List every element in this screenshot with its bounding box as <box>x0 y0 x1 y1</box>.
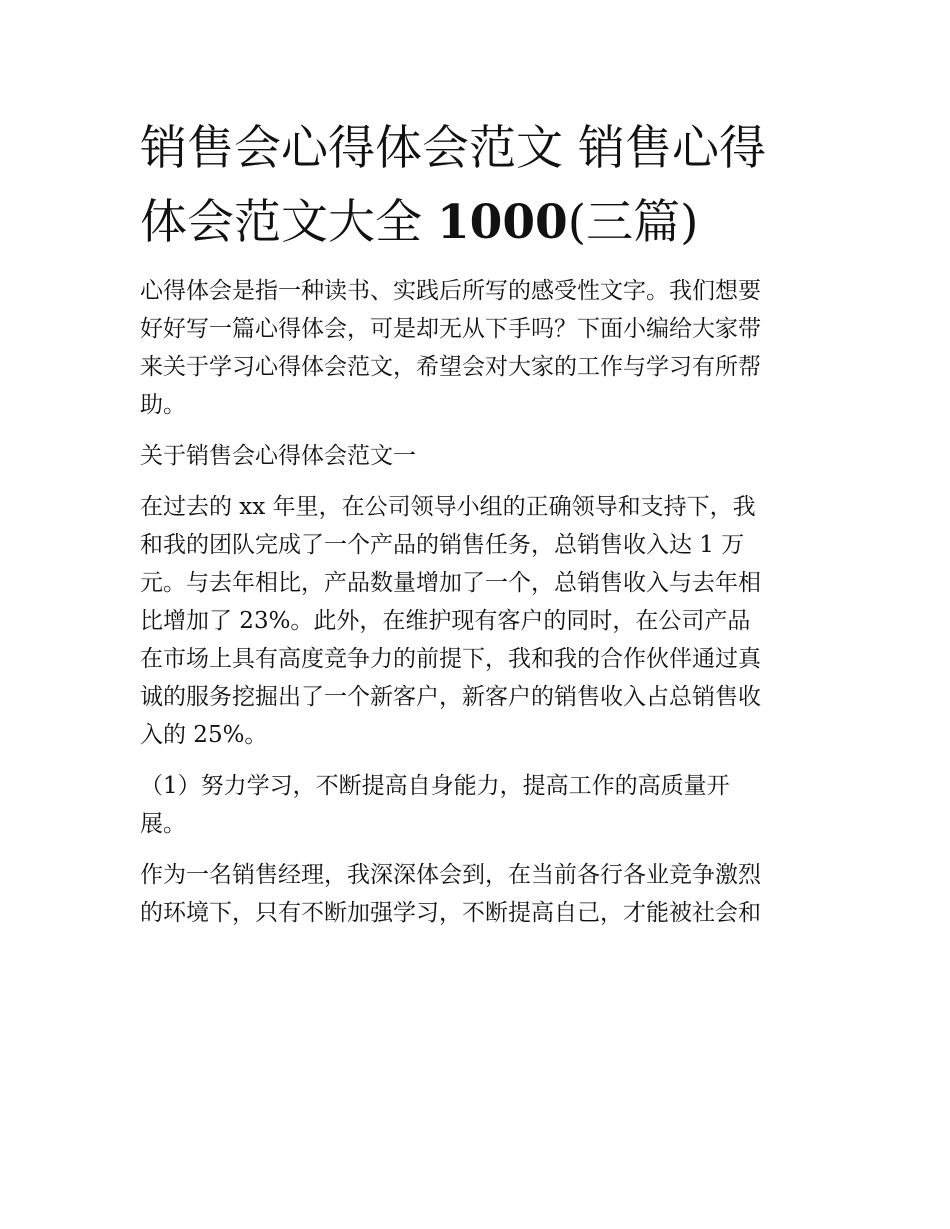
title-number: 1000 <box>436 195 568 250</box>
title-line-1: 销售会心得体会范文 销售心得 <box>140 121 766 176</box>
title-line-2 <box>140 186 812 260</box>
text-line: 关于销售会心得体会范文一 <box>140 443 416 469</box>
document-page <box>140 112 812 932</box>
text-line: 在市场上具有高度竞争力的前提下，我和我的合作伙伴通过真 <box>140 646 761 672</box>
text-line: 助。 <box>140 392 186 418</box>
body-paragraph <box>140 856 812 932</box>
intro-paragraph <box>140 272 812 424</box>
text-line: 心得体会是指一种读书、实践后所写的感受性文字。我们想要 <box>140 278 761 304</box>
document-title <box>140 112 812 260</box>
text-line: 比增加了 23%。此外，在维护现有客户的同时，在公司产品 <box>140 608 751 634</box>
text-line: 入的 25%。 <box>140 722 268 748</box>
subsection-paragraph <box>140 767 812 843</box>
text-line: 元。与去年相比，产品数量增加了一个，总销售收入与去年相 <box>140 570 761 596</box>
text-line: 和我的团队完成了一个产品的销售任务，总销售收入达 1 万 <box>140 532 745 558</box>
body-paragraph <box>140 488 812 754</box>
text-line: 在过去的 xx 年里，在公司领导小组的正确领导和支持下，我 <box>140 494 756 520</box>
text-line: 展。 <box>140 811 186 837</box>
text-line: 诚的服务挖掘出了一个新客户，新客户的销售收入占总销售收 <box>140 684 761 710</box>
text-line: 好好写一篇心得体会，可是却无从下手吗？下面小编给大家带 <box>140 316 761 342</box>
title-line-2-suffix: (三篇) <box>567 195 699 250</box>
text-line: 的环境下，只有不断加强学习，不断提高自己，才能被社会和 <box>140 900 761 926</box>
section-heading <box>140 437 812 475</box>
text-line: （1）努力学习，不断提高自身能力，提高工作的高质量开 <box>140 773 730 799</box>
title-line-2-prefix: 体会范文大全 <box>140 195 437 250</box>
text-line: 来关于学习心得体会范文，希望会对大家的工作与学习有所帮 <box>140 354 761 380</box>
text-line: 作为一名销售经理，我深深体会到，在当前各行各业竞争激烈 <box>140 862 761 888</box>
